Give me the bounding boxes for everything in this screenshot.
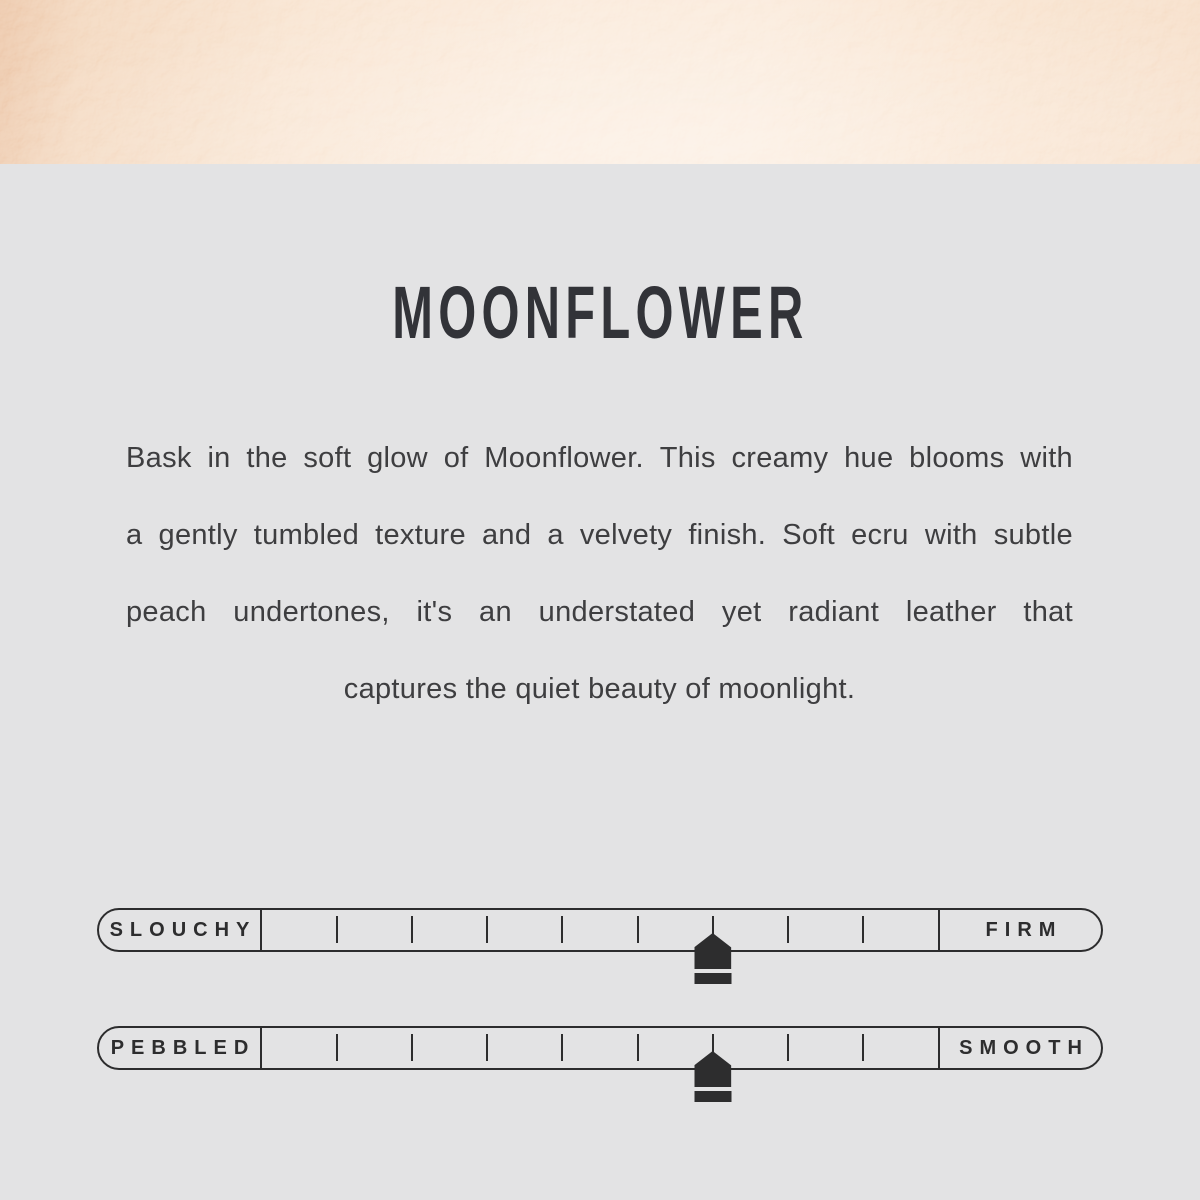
page-title: MOONFLOWER [391, 271, 809, 354]
description-word: it's [416, 596, 453, 628]
label-text: PEBBLED [110, 1036, 256, 1059]
tick-mark [561, 1034, 563, 1061]
slider-scale [262, 910, 938, 950]
description-word: understated [538, 596, 696, 628]
description-word: ecru [851, 519, 909, 551]
tick-mark [336, 916, 338, 943]
label-text: SLOUCHY [109, 918, 257, 941]
marker-arrow [694, 933, 731, 969]
description-word: Bask [126, 442, 192, 474]
marker-base [694, 973, 731, 984]
description-word: that [1023, 596, 1073, 628]
description-word: subtle [993, 519, 1073, 551]
label-text: SMOOTH [959, 1036, 1089, 1059]
description-word: leather [905, 596, 997, 628]
description-word: of [443, 442, 469, 474]
description-word: a [547, 519, 564, 551]
description-word: the [246, 442, 288, 474]
description-word: peach [126, 596, 207, 628]
tick-mark [411, 1034, 413, 1061]
tick-mark [411, 916, 413, 943]
description-word: tumbled [253, 519, 360, 551]
tick-mark [862, 916, 864, 943]
description [126, 420, 1073, 728]
description-word: an [479, 596, 512, 628]
tick-mark [637, 1034, 639, 1061]
slider-scale [262, 1028, 938, 1068]
description-word: radiant [788, 596, 880, 628]
description-word: in [207, 442, 231, 474]
description-word: with [924, 519, 978, 551]
slider-left-label [99, 910, 262, 950]
slider-left-label [99, 1028, 262, 1068]
leather-grain-texture [0, 0, 1200, 164]
description-line [126, 497, 1073, 574]
description-word: gently [158, 519, 238, 551]
description-word: This [659, 442, 716, 474]
leather-swatch-image [0, 0, 1200, 164]
description-word: a [126, 519, 143, 551]
tick-mark [862, 1034, 864, 1061]
description-word: Moonflower. [484, 442, 644, 474]
slider-right-label [938, 910, 1101, 950]
description-word: hue [844, 442, 894, 474]
slider-marker [694, 1051, 731, 1102]
tick-mark [787, 916, 789, 943]
description-line [126, 574, 1073, 651]
slider-slouchy-firm [97, 908, 1103, 952]
tick-mark [787, 1034, 789, 1061]
slider-pebbled-smooth [97, 1026, 1103, 1070]
tick-mark [486, 916, 488, 943]
marker-arrow [694, 1051, 731, 1087]
description-word: soft [303, 442, 352, 474]
description-word: blooms [909, 442, 1005, 474]
slider-right-label [938, 1028, 1101, 1068]
description-word: velvety [579, 519, 673, 551]
slider-track [97, 1026, 1103, 1070]
tick-mark [637, 916, 639, 943]
description-word: texture [375, 519, 466, 551]
marker-base [694, 1091, 731, 1102]
tick-mark [486, 1034, 488, 1061]
description-word: finish. [688, 519, 767, 551]
description-word: undertones, [233, 596, 390, 628]
description-word: with [1020, 442, 1073, 474]
slider-marker [694, 933, 731, 984]
description-word: Soft [782, 519, 836, 551]
description-line: captures the quiet beauty of moonlight. [343, 673, 856, 705]
label-text: FIRM [985, 918, 1063, 941]
description-word: creamy [731, 442, 829, 474]
description-word: yet [721, 596, 762, 628]
description-word: glow [367, 442, 428, 474]
description-line [126, 420, 1073, 497]
tick-mark [336, 1034, 338, 1061]
slider-track [97, 908, 1103, 952]
tick-mark [561, 916, 563, 943]
description-word: and [481, 519, 532, 551]
